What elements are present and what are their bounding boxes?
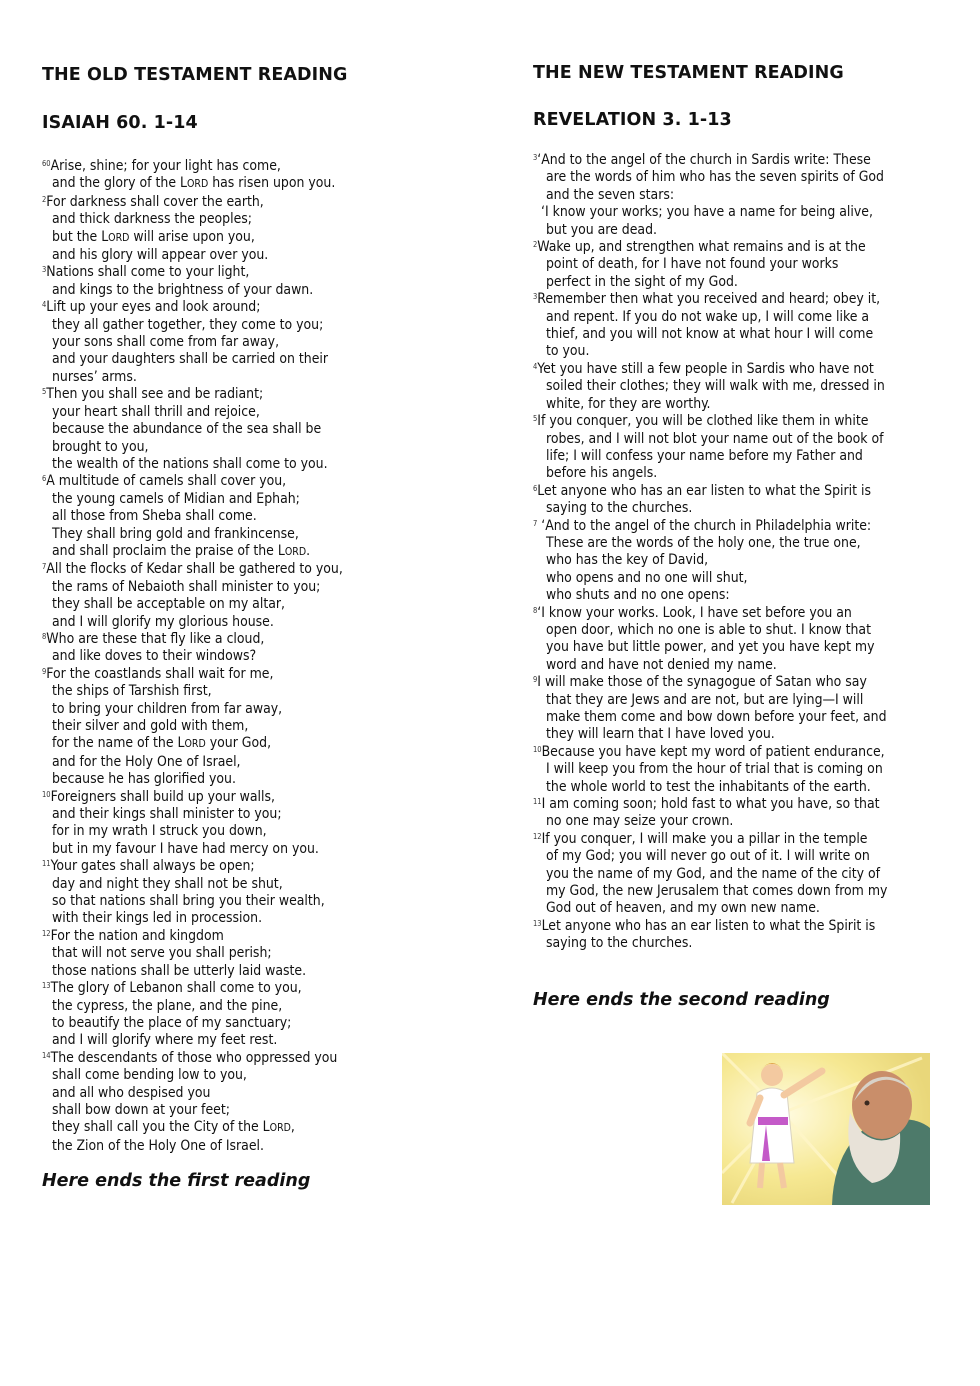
verse-text: who has the key of David,: [546, 552, 709, 569]
verse-line: [533, 518, 887, 535]
verse-text: they shall be acceptable on my altar,: [52, 596, 285, 613]
verse-line: [42, 299, 343, 316]
verse-number: 60: [42, 159, 51, 168]
verse-text: The descendants of those who oppressed you: [50, 1049, 338, 1066]
verse-line: [42, 543, 343, 561]
verse-line: [533, 169, 887, 186]
verse-line: [533, 866, 887, 883]
verse-text: they all gather together, they come to you;: [52, 316, 324, 333]
verse-line: [533, 813, 887, 830]
verse-line: [533, 726, 887, 743]
verse-line: [42, 1067, 343, 1084]
verse-number: 13: [533, 918, 542, 928]
verse-text: the ships of Tarshish first,: [52, 683, 212, 700]
verse-line: [42, 928, 343, 945]
verse-text: my God, the new Jerusalem that comes down from my: [546, 883, 888, 900]
verse-text: you have but little power, and yet you have kept my: [546, 639, 875, 656]
verse-text: for in my wrath I struck you down,: [52, 823, 267, 840]
verse-line: [42, 998, 343, 1015]
verse-text: .: [306, 542, 311, 559]
verse-line: [42, 876, 343, 893]
verse-line: [42, 631, 343, 648]
verse-line: [533, 587, 887, 604]
verse-text: All the flocks of Kedar shall be gathered to you,: [46, 561, 343, 578]
verse-line: [533, 848, 887, 865]
verse-text: and their kings shall minister to you;: [52, 806, 282, 823]
verse-text: and I will glorify my glorious house.: [52, 613, 274, 630]
verse-text: A multitude of camels shall cover you,: [46, 473, 287, 490]
verse-line: [42, 614, 343, 631]
verse-number: 8: [42, 631, 47, 641]
verse-number: 3: [42, 265, 47, 275]
verse-line: [42, 841, 343, 858]
verse-number: 5: [533, 414, 538, 424]
verse-line: [42, 893, 343, 910]
verse-line: [533, 396, 887, 413]
verse-text: has risen upon you.: [208, 175, 336, 192]
verse-line: [533, 187, 887, 204]
verse-number: 11: [533, 797, 542, 807]
verse-line: [533, 657, 887, 674]
verse-text: The glory of Lebanon shall come to you,: [50, 980, 302, 997]
verse-line: [533, 500, 887, 517]
verse-text: saying to the churches.: [546, 500, 693, 517]
verse-line: [42, 754, 343, 771]
angel-and-elder-illustration: [722, 1053, 930, 1205]
verse-line: [42, 491, 343, 508]
verse-number: 4: [533, 361, 538, 371]
verse-text: who shuts and no one opens:: [546, 587, 730, 604]
verse-line: [533, 483, 887, 500]
verse-line: [42, 683, 343, 700]
verse-number: 14: [42, 1050, 51, 1060]
verse-number: 10: [42, 789, 51, 799]
verse-line: [42, 264, 343, 281]
new-testament-reference: REVELATION 3. 1-13: [533, 110, 732, 130]
verse-text: perfect in the sight of my God.: [546, 273, 738, 290]
verse-line: [42, 858, 343, 875]
verse-line: [533, 883, 887, 900]
verse-line: [533, 274, 887, 291]
verse-number: 8: [533, 605, 538, 615]
new-testament-passage: [533, 152, 887, 953]
verse-text: ‘And to the angel of the church in Philadelphia write:: [537, 517, 872, 534]
verse-line: [533, 918, 887, 935]
verse-number: 6: [42, 474, 47, 484]
verse-line: [533, 361, 887, 378]
verse-line: [42, 718, 343, 735]
verse-text: they shall call you the City of the: [52, 1119, 263, 1136]
verse-line: [42, 229, 343, 247]
verse-text: I will make those of the synagogue of Satan who say: [537, 674, 867, 691]
verse-number: 3: [533, 153, 538, 162]
verse-text: point of death, for I have not found your works: [546, 256, 839, 273]
verse-text: they will learn that I have loved you.: [546, 726, 775, 743]
verse-text: Then you shall see and be radiant;: [46, 386, 264, 403]
verse-text: Because you have kept my word of patient endurance,: [541, 743, 885, 760]
verse-text: God out of heaven, and my own new name.: [546, 900, 820, 917]
verse-text: and I will glorify where my feet rest.: [52, 1032, 278, 1049]
divine-name: LORD: [180, 175, 209, 192]
verse-text: their silver and gold with them,: [52, 718, 249, 734]
verse-line: [42, 334, 343, 351]
verse-line: [533, 831, 887, 848]
verse-line: [42, 771, 343, 788]
verse-line: [533, 326, 887, 343]
verse-text: For the coastlands shall wait for me,: [46, 665, 274, 682]
verse-line: [42, 369, 343, 386]
verse-line: [533, 570, 887, 587]
verse-line: [42, 648, 343, 665]
verse-line: [42, 473, 343, 490]
verse-line: [42, 247, 343, 264]
verse-line: [533, 343, 887, 360]
verse-text: because he has glorified you.: [52, 771, 236, 788]
verse-line: [533, 622, 887, 639]
verse-text: Lift up your eyes and look around;: [46, 299, 261, 316]
verse-line: [533, 709, 887, 726]
verse-text: ‘I know your works; you have a name for being alive,: [541, 204, 873, 221]
divine-name: LORD: [262, 1119, 291, 1136]
verse-number: 6: [533, 483, 538, 493]
verse-text: but the: [52, 228, 102, 245]
verse-text: who opens and no one will shut,: [546, 569, 748, 586]
verse-text: Let anyone who has an ear listen to what the Spirit is: [541, 917, 876, 934]
old-testament-passage: [42, 158, 343, 1155]
verse-text: Remember then what you received and heard; obey it,: [537, 291, 881, 308]
verse-text: Who are these that fly like a cloud,: [46, 630, 265, 647]
verse-text: because the abundance of the sea shall be: [52, 421, 322, 438]
verse-text: and thick darkness the peoples;: [52, 211, 252, 228]
verse-text: before his angels.: [546, 465, 658, 482]
verse-text: to bring your children from far away,: [52, 700, 283, 717]
verse-line: [533, 239, 887, 256]
old-testament-reference: ISAIAH 60. 1-14: [42, 113, 198, 133]
verse-text: and your daughters shall be carried on their: [52, 351, 328, 368]
verse-line: [42, 579, 343, 596]
verse-line: [533, 535, 887, 552]
verse-line: [42, 508, 343, 525]
verse-number: 13: [42, 981, 51, 991]
verse-text: and like doves to their windows?: [52, 648, 257, 665]
verse-number: 2: [42, 194, 47, 204]
verse-text: the rams of Nebaioth shall minister to you;: [52, 578, 321, 595]
verse-line: [42, 421, 343, 438]
divine-name: LORD: [277, 542, 307, 559]
verse-line: [533, 692, 887, 709]
verse-text: all those from Sheba shall come.: [52, 508, 257, 525]
verse-number: 7: [42, 562, 47, 572]
verse-line: [42, 1050, 343, 1067]
verse-text: the cypress, the plane, and the pine,: [52, 997, 283, 1014]
verse-text: Nations shall come to your light,: [46, 264, 250, 281]
verse-number: 2: [533, 240, 538, 250]
verse-text: For darkness shall cover the earth,: [46, 193, 264, 210]
verse-number: 12: [533, 831, 542, 841]
verse-text: the Zion of the Holy One of Israel.: [52, 1137, 264, 1154]
verse-text: and all who despised you: [52, 1084, 211, 1101]
verse-text: with their kings led in procession.: [52, 910, 263, 927]
verse-text: and the glory of the: [52, 175, 180, 192]
verse-text: If you conquer, I will make you a pillar in the temple: [541, 830, 868, 847]
verse-line: [42, 456, 343, 473]
verse-line: [533, 378, 887, 395]
verse-line: [42, 175, 343, 193]
verse-number: 9: [533, 675, 538, 685]
verse-text: soiled their clothes; they will walk with me, dressed in: [546, 378, 885, 395]
verse-line: [42, 1119, 343, 1137]
verse-line: [42, 735, 343, 753]
verse-text: open door, which no one is able to shut. I know that: [546, 621, 871, 638]
verse-text: you the name of my God, and the name of the city of: [546, 865, 881, 882]
verse-text: shall come bending low to you,: [52, 1067, 247, 1084]
verse-line: [533, 465, 887, 482]
verse-number: 5: [42, 387, 47, 397]
verse-text: Foreigners shall build up your walls,: [50, 788, 275, 805]
verse-number: 10: [533, 744, 542, 754]
verse-line: [533, 448, 887, 465]
verse-text: I will keep you from the hour of trial that is coming on: [546, 761, 883, 778]
verse-line: [42, 282, 343, 299]
verse-line: [533, 744, 887, 761]
verse-text: your sons shall come from far away,: [52, 334, 280, 351]
verse-text: and the seven stars:: [546, 186, 675, 203]
verse-text: the wealth of the nations shall come to you.: [52, 455, 328, 472]
verse-text: and repent. If you do not wake up, I will come like a: [546, 308, 870, 325]
verse-text: word and have not denied my name.: [546, 656, 777, 673]
new-testament-heading: THE NEW TESTAMENT READING: [533, 63, 844, 83]
verse-text: These are the words of the holy one, the true one,: [546, 534, 861, 551]
verse-line: [533, 639, 887, 656]
verse-line: [533, 674, 887, 691]
verse-text: They shall bring gold and frankincense,: [52, 525, 299, 542]
verse-text: Yet you have still a few people in Sardis who have not: [537, 360, 874, 377]
verse-text: those nations shall be utterly laid waste.: [52, 962, 307, 979]
verse-text: day and night they shall not be shut,: [52, 875, 283, 892]
verse-text: for the name of the: [52, 735, 178, 752]
verse-line: [533, 431, 887, 448]
divine-name: LORD: [101, 228, 130, 245]
verse-line: [42, 806, 343, 823]
divine-name: LORD: [177, 735, 206, 752]
verse-text: but in my favour I have had mercy on you.: [52, 840, 319, 857]
verse-text: shall bow down at your feet;: [52, 1101, 230, 1118]
verse-text: ‘I know your works. Look, I have set before you an: [537, 604, 852, 621]
verse-line: [42, 1138, 343, 1155]
verse-line: [533, 256, 887, 273]
verse-text: and for the Holy One of Israel,: [52, 753, 241, 770]
verse-line: [42, 823, 343, 840]
verse-text: brought to you,: [52, 438, 149, 455]
second-reading-ending: Here ends the second reading: [533, 990, 830, 1010]
verse-line: [533, 309, 887, 326]
verse-text: Wake up, and strengthen what remains and is at the: [537, 239, 866, 256]
verse-text: will arise upon you,: [129, 228, 255, 245]
verse-line: [533, 204, 887, 221]
verse-line: [42, 404, 343, 421]
verse-line: [42, 561, 343, 578]
verse-text: to beautify the place of my sanctuary;: [52, 1014, 292, 1031]
verse-text: the young camels of Midian and Ephah;: [52, 490, 300, 507]
verse-text: are the words of him who has the seven spirits of God: [546, 169, 884, 186]
verse-line: [42, 945, 343, 962]
verse-text: your heart shall thrill and rejoice,: [52, 403, 260, 420]
old-testament-heading: THE OLD TESTAMENT READING: [42, 65, 348, 85]
first-reading-ending: Here ends the first reading: [42, 1171, 311, 1191]
verse-line: [533, 761, 887, 778]
verse-line: [533, 935, 887, 952]
verse-line: [42, 211, 343, 228]
verse-text: white, for they are worthy.: [546, 395, 711, 412]
verse-line: [533, 291, 887, 308]
verse-line: [533, 222, 887, 239]
verse-text: to you.: [546, 343, 590, 360]
verse-line: [42, 666, 343, 683]
verse-line: [42, 910, 343, 927]
verse-line: [42, 439, 343, 456]
verse-line: [533, 152, 887, 169]
verse-number: 3: [533, 292, 538, 302]
verse-number: 12: [42, 928, 51, 938]
verse-text: that will not serve you shall perish;: [52, 945, 272, 962]
verse-text: thief, and you will not know at what hour I will come: [546, 326, 874, 343]
verse-line: [42, 317, 343, 334]
verse-text: so that nations shall bring you their wealth,: [52, 893, 325, 910]
verse-line: [533, 552, 887, 569]
verse-text: Arise, shine; for your light has come,: [50, 158, 281, 174]
verse-text: If you conquer, you will be clothed like them in white: [537, 413, 869, 430]
verse-line: [533, 900, 887, 917]
verse-text: robes, and I will not blot your name out of the book of: [546, 430, 884, 447]
verse-text: Your gates shall always be open;: [50, 858, 255, 875]
verse-text: ‘And to the angel of the church in Sardis write: These: [537, 152, 871, 168]
verse-text: and his glory will appear over you.: [52, 247, 269, 264]
verse-line: [42, 158, 343, 175]
verse-text: the whole world to test the inhabitants of the earth.: [546, 778, 871, 795]
verse-text: life; I will confess your name before my Father and: [546, 447, 863, 464]
verse-text: that they are Jews and are not, but are lying—I will: [546, 691, 864, 708]
verse-text: saying to the churches.: [546, 935, 693, 952]
verse-line: [42, 980, 343, 997]
verse-text: nurses’ arms.: [52, 368, 137, 385]
verse-line: [42, 596, 343, 613]
verse-line: [42, 351, 343, 368]
verse-line: [42, 1102, 343, 1119]
verse-number: 7: [533, 518, 538, 528]
verse-text: and shall proclaim the praise of the: [52, 542, 278, 559]
verse-line: [42, 1032, 343, 1049]
verse-line: [42, 194, 343, 211]
verse-text: no one may seize your crown.: [546, 813, 734, 830]
verse-text: make them come and bow down before your feet, and: [546, 709, 887, 725]
verse-text: your God,: [205, 735, 272, 752]
verse-text: of my God; you will never go out of it. I will write on: [546, 848, 870, 865]
verse-line: [42, 1085, 343, 1102]
verse-text: I am coming soon; hold fast to what you have, so that: [541, 796, 880, 813]
verse-line: [42, 1015, 343, 1032]
verse-number: 9: [42, 666, 47, 676]
verse-text: but you are dead.: [546, 221, 657, 238]
verse-text: and kings to the brightness of your dawn.: [52, 281, 314, 298]
verse-line: [42, 701, 343, 718]
verse-text: Let anyone who has an ear listen to what the Spirit is: [537, 482, 871, 499]
verse-line: [42, 963, 343, 980]
verse-line: [533, 413, 887, 430]
verse-line: [533, 796, 887, 813]
verse-line: [42, 789, 343, 806]
verse-number: 4: [42, 300, 47, 310]
verse-line: [533, 779, 887, 796]
verse-text: For the nation and kingdom: [50, 927, 224, 944]
verse-number: 11: [42, 859, 51, 869]
verse-line: [42, 386, 343, 403]
verse-line: [42, 526, 343, 543]
verse-line: [533, 605, 887, 622]
verse-text: ,: [290, 1119, 295, 1136]
